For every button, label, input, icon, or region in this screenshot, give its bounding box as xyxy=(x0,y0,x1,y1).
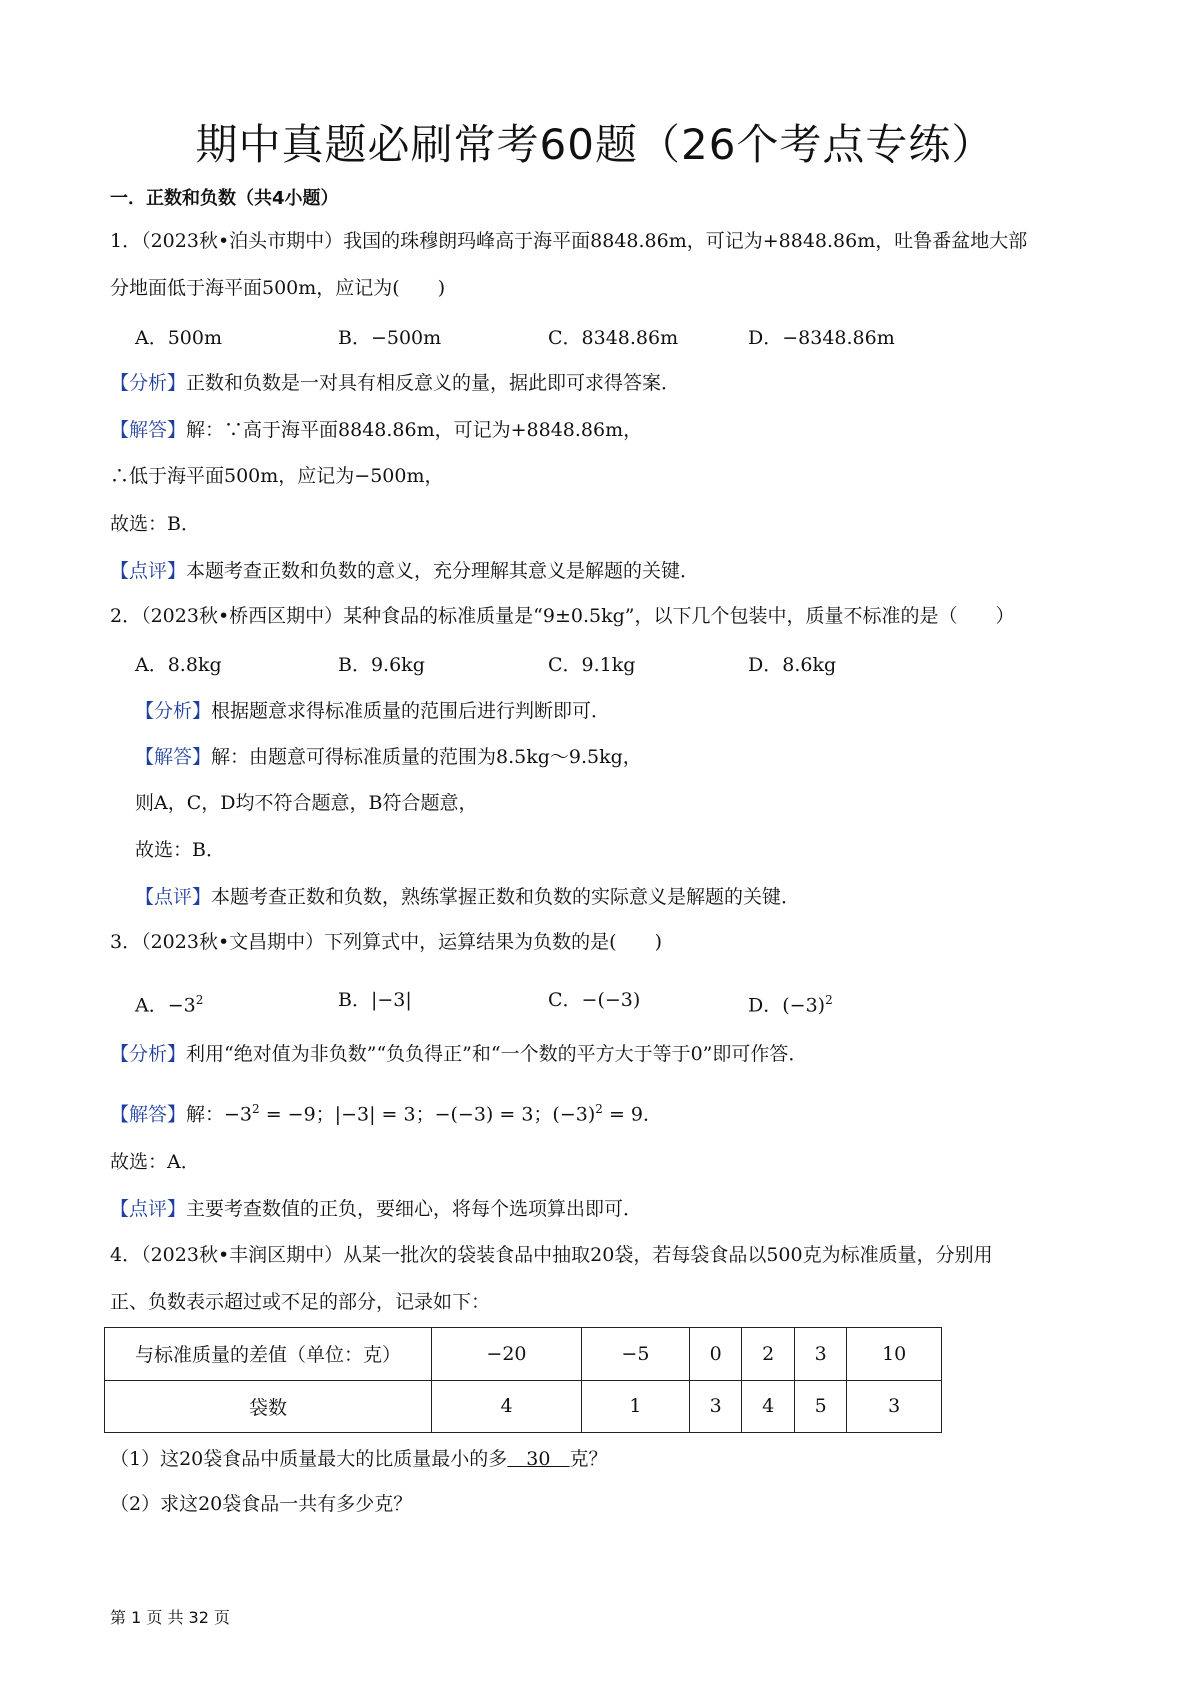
analysis-tag: 【分析】 xyxy=(135,700,212,722)
q2-option-a: A．8.8kg xyxy=(135,654,222,676)
table-cell: −20 xyxy=(432,1328,582,1381)
table-cell: 3 xyxy=(689,1380,742,1433)
section-heading: 一．正数和负数（共4小题） xyxy=(110,188,339,209)
exponent: 2 xyxy=(195,993,204,1007)
table-row xyxy=(105,1380,942,1433)
comment-text: 本题考查正数和负数的意义，充分理解其意义是解题的关键． xyxy=(186,560,700,582)
q2-stem-line1: 2．（2023秋•桥西区期中）某种食品的标准质量是“9±0.5kg”，以下几个包装中，质量不标准的是（ ） xyxy=(110,605,1015,627)
table-cell: 1 xyxy=(581,1380,689,1433)
q3-option-a-text: A．−3 xyxy=(135,994,196,1017)
answer-tag: 【解答】 xyxy=(135,746,212,768)
q1-answer xyxy=(110,417,642,443)
q2-analysis xyxy=(135,698,610,724)
table-row-label: 袋数 xyxy=(105,1380,432,1433)
table-cell: 3 xyxy=(794,1328,847,1381)
table-cell: 3 xyxy=(847,1380,942,1433)
comment-text: 主要考查数值的正负，要细心，将每个选项算出即可． xyxy=(186,1198,643,1220)
answer-tag: 【解答】 xyxy=(110,419,187,441)
q1-stem-line2: 分地面低于海平面500m，应记为( ) xyxy=(110,277,446,299)
q3-stem: 3．（2023秋•文昌期中）下列算式中，运算结果为负数的是( ) xyxy=(110,931,662,953)
answer-text: 解：由题意可得标准质量的范围为8.5kg～9.5kg， xyxy=(211,746,642,768)
q2-answer xyxy=(135,744,642,770)
q4-sub1-unit: 克？ xyxy=(569,1448,608,1470)
answer-blank: 30 xyxy=(507,1448,570,1470)
exponent: 2 xyxy=(825,993,833,1007)
q1-option-a: A．500m xyxy=(135,327,223,349)
table-cell: −5 xyxy=(581,1328,689,1381)
q1-option-d: D．−8348.86m xyxy=(748,327,895,349)
q1-answer-line2: ∴低于海平面500m，应记为−500m， xyxy=(110,465,444,487)
q3-option-d xyxy=(748,987,833,1018)
answer-text-c: = 9． xyxy=(602,1103,662,1126)
q3-analysis xyxy=(110,1041,807,1067)
analysis-tag: 【分析】 xyxy=(110,1043,187,1065)
table-cell: 5 xyxy=(794,1380,847,1433)
table-cell: 2 xyxy=(742,1328,795,1381)
comment-text: 本题考查正数和负数，熟练掌握正数和负数的实际意义是解题的关键． xyxy=(211,886,801,908)
q3-comment xyxy=(110,1196,642,1222)
q1-stem-line1: 1．（2023秋•泊头市期中）我国的珠穆朗玛峰高于海平面8848.86m，可记为+8848.86m，吐鲁番盆地大部 xyxy=(110,230,1028,252)
table-cell: 10 xyxy=(847,1328,942,1381)
q4-sub1 xyxy=(110,1446,607,1472)
q1-comment xyxy=(110,558,699,584)
table-cell: 4 xyxy=(432,1380,582,1433)
q2-option-d: D．8.6kg xyxy=(748,654,837,676)
table-cell: 0 xyxy=(689,1328,742,1381)
q4-sub2: （2）求这20袋食品一共有多少克？ xyxy=(110,1493,413,1515)
q2-option-b: B．9.6kg xyxy=(338,654,425,676)
answer-text: 解：∵高于海平面8848.86m，可记为+8848.86m， xyxy=(186,419,643,441)
comment-tag: 【点评】 xyxy=(110,1198,187,1220)
q1-analysis xyxy=(110,370,680,396)
q2-option-c: C．9.1kg xyxy=(548,654,636,676)
exponent: 2 xyxy=(595,1102,603,1116)
data-table xyxy=(104,1327,942,1433)
analysis-tag: 【分析】 xyxy=(110,372,187,394)
table-row-label: 与标准质量的差值（单位：克） xyxy=(105,1328,432,1381)
q2-choice: 故选：B． xyxy=(135,839,225,861)
q2-comment xyxy=(135,884,800,910)
comment-tag: 【点评】 xyxy=(110,560,187,582)
q4-stem-line2: 正、负数表示超过或不足的部分，记录如下： xyxy=(110,1291,491,1313)
table-row xyxy=(105,1328,942,1381)
exponent: 2 xyxy=(252,1102,260,1116)
answer-text-b: = −9；|−3| = 3；−(−3) = 3；(−3) xyxy=(259,1103,596,1126)
q3-option-d-text: D．(−3) xyxy=(748,994,826,1017)
q3-option-a xyxy=(135,987,203,1018)
table-cell: 4 xyxy=(742,1380,795,1433)
answer-text-a: 解：−3 xyxy=(186,1103,253,1126)
q1-option-b: B．−500m xyxy=(338,327,442,349)
analysis-text: 正数和负数是一对具有相反意义的量，据此即可求得答案． xyxy=(186,372,681,394)
q4-stem-line1: 4．（2023秋•丰润区期中）从某一批次的袋装食品中抽取20袋，若每袋食品以500克为标准质量，分别用 xyxy=(110,1244,993,1266)
q3-answer xyxy=(110,1096,662,1127)
analysis-text: 根据题意求得标准质量的范围后进行判断即可． xyxy=(211,700,611,722)
q1-option-c: C．8348.86m xyxy=(548,327,679,349)
page-footer: 第 1 页 共 32 页 xyxy=(110,1608,230,1627)
q2-answer-line2: 则A，C，D均不符合题意，B符合题意， xyxy=(135,792,478,814)
page-title: 期中真题必刷常考60题（26个考点专练） xyxy=(195,120,995,169)
q3-option-c: C．−(−3) xyxy=(548,989,641,1011)
q4-sub1-text: （1）这20袋食品中质量最大的比质量最小的多 xyxy=(110,1448,508,1470)
answer-tag: 【解答】 xyxy=(110,1103,187,1126)
comment-tag: 【点评】 xyxy=(135,886,212,908)
q3-option-b: B．|−3| xyxy=(338,989,412,1011)
analysis-text: 利用“绝对值为非负数”“负负得正”和“一个数的平方大于等于0”即可作答． xyxy=(186,1043,808,1065)
q1-choice: 故选：B． xyxy=(110,513,200,535)
q3-choice: 故选：A． xyxy=(110,1151,200,1173)
